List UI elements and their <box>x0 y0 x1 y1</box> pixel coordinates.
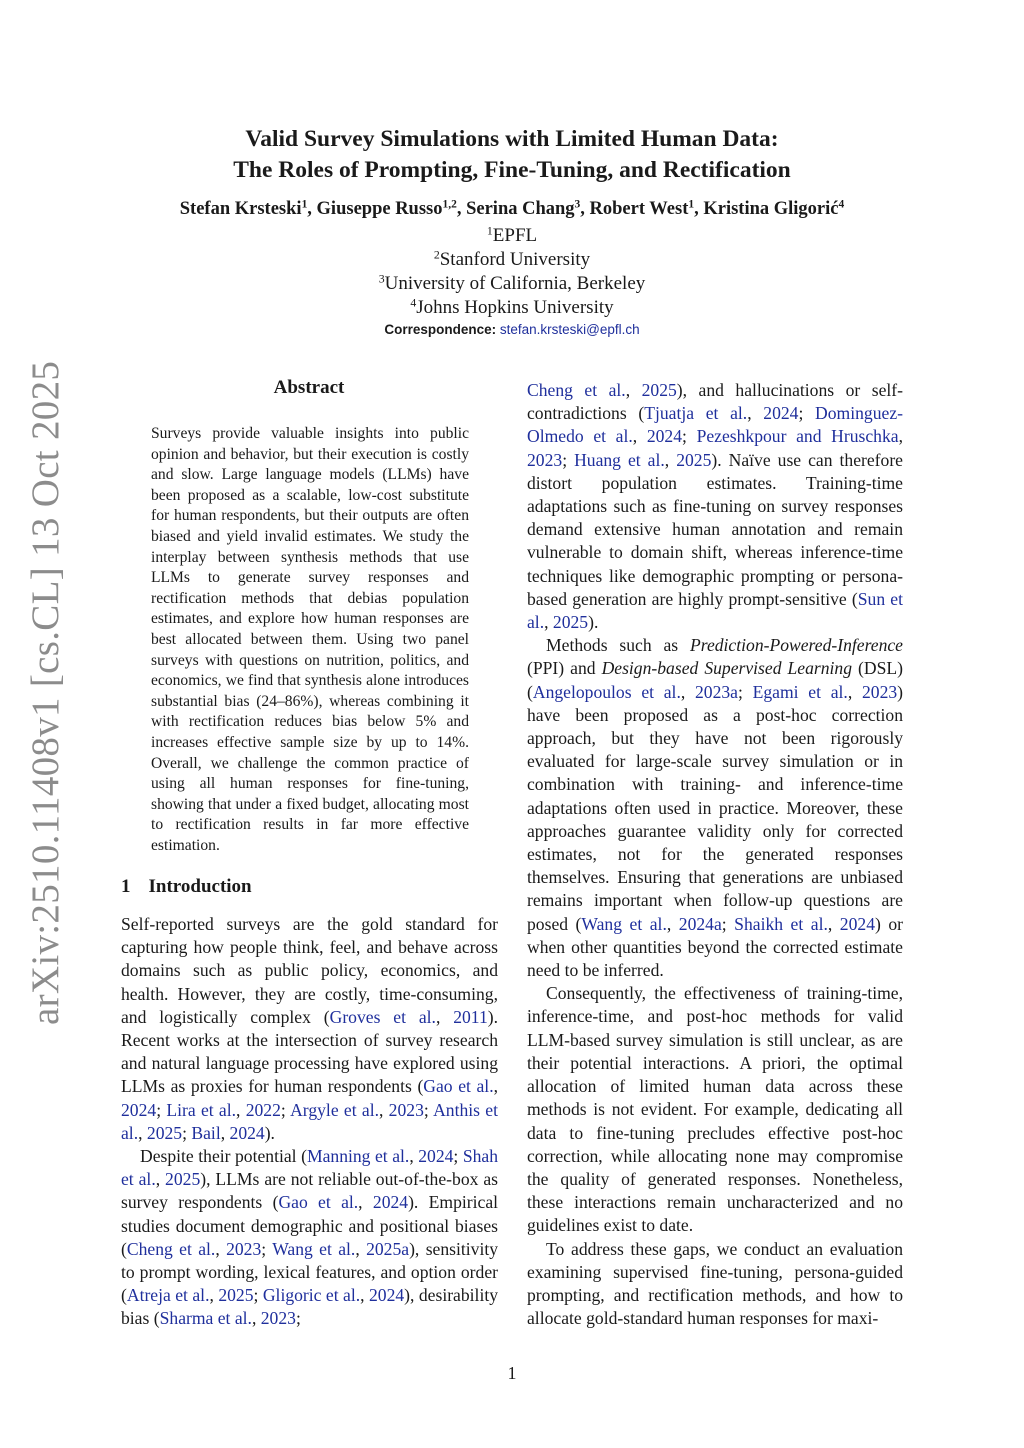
section-number: 1 <box>121 876 131 897</box>
right-column-body <box>527 379 903 1330</box>
citation-link[interactable]: 2025 <box>165 1169 201 1190</box>
citation-link[interactable]: 2022 <box>245 1099 281 1120</box>
citation-link[interactable]: Angelopoulos et al. <box>532 681 681 702</box>
citation-link[interactable]: Manning et al. <box>306 1146 410 1167</box>
emphasized-term: Design-based Supervised Learning <box>601 658 853 679</box>
citation-link[interactable]: 2011 <box>453 1006 488 1027</box>
affiliation <box>0 248 1024 272</box>
citation-link[interactable]: 2025 <box>146 1122 183 1143</box>
citation-link[interactable]: 2025 <box>641 380 677 400</box>
author-affiliation-mark: 1 <box>688 198 695 211</box>
author <box>180 199 308 219</box>
citation-link[interactable]: Dominguez-Olmedo et al. <box>527 403 903 447</box>
citation-link[interactable]: 2024 <box>368 1285 405 1306</box>
author <box>590 199 695 219</box>
affiliation-name: University of California, Berkeley <box>384 273 646 294</box>
title-line-1: Valid Survey Simulations with Limited Human Data: <box>245 126 779 152</box>
affiliation-name: Stanford University <box>439 249 591 270</box>
affiliation-mark: 4 <box>410 296 417 310</box>
page-number: 1 <box>507 1363 517 1383</box>
citation-link[interactable]: Huang et al. <box>574 449 665 470</box>
body-paragraph: Cheng et al., 2025), and hallucinations or self-contradictions (Tjuatja et al., 2024; Dominguez-Olmedo et al., 2024; Pezeshkpour and Hruschka, 2023; Huang et al., 2025). Naïve use can therefore distort population estimates. Training-time adaptations such as fine-tuning on survey responses demand extensive human annotation and remain vulnerable to domain shift, whereas inference-time techniques like demographic prompting or persona-based generation are highly prompt-sensitive (Sun et al., 2025). <box>527 380 903 633</box>
citation-link[interactable]: 2025 <box>676 449 712 470</box>
affiliation-mark: 3 <box>378 272 385 286</box>
citation-link[interactable]: Wang et al. <box>581 913 667 934</box>
citation-link[interactable]: 2024 <box>646 426 683 447</box>
affiliation-name: Johns Hopkins University <box>416 297 614 318</box>
body-paragraph: Methods such as Prediction-Powered-Inference (PPI) and Design-based Supervised Learning (DSL) (Angelopoulos et al., 2023a; Egami et al., 2023) have been proposed as a post-hoc correction approach, but they have not been rigorously evaluated for large-scale survey simulation or in combination with training- and inference-time adaptations often used in practice. Moreover, these approaches guarantee validity only for corrected estimates, not for the generated responses themselves. Ensuring that generations are unbiased remains important when follow-up questions are posed (Wang et al., 2024a; Shaikh et al., 2024) or when other quantities beyond the corrected estimate need to be inferred. <box>527 635 904 981</box>
citation-link[interactable]: 2023 <box>527 449 563 470</box>
citation-link[interactable]: Shaikh et al. <box>734 913 828 934</box>
citation-link[interactable]: 2024 <box>763 403 799 424</box>
citation-link[interactable]: Cheng et al. <box>126 1238 216 1259</box>
citation-link[interactable]: 2024 <box>418 1146 454 1167</box>
affiliation-list <box>0 224 1024 320</box>
author-name: Serina Chang <box>466 199 575 219</box>
citation-link[interactable]: Pezeshkpour and Hruschka <box>696 426 899 447</box>
body-paragraph: Consequently, the effectiveness of training-time, inference-time, and post-hoc methods for valid LLM-based survey simulation is still unclear, as are their potential interactions. A priori, the optimal allocation of limited human data across these methods is not evident. For example, dedicating all data to fine-tuning precludes effective post-hoc correction, while allocating none may compromise the quality of generated responses. Nonetheless, these interactions remain uncharacterized and no guidelines exist to date. <box>527 983 903 1236</box>
author-affiliation-mark: 4 <box>838 198 845 211</box>
citation-link[interactable]: Egami et al. <box>752 681 848 702</box>
author-name: Robert West <box>589 199 689 219</box>
citation-link[interactable]: 2023 <box>388 1099 424 1120</box>
abstract-heading: Abstract <box>273 377 345 398</box>
correspondence-email-link[interactable]: stefan.krsteski@epfl.ch <box>499 322 640 337</box>
author-name: Stefan Krsteski <box>179 199 302 219</box>
citation-link[interactable]: 2025 <box>218 1285 254 1306</box>
emphasized-term: Prediction-Powered-Inference <box>690 635 903 656</box>
author-list: Stefan Krsteski$^1$, Giuseppe Russo$^{1,2}$, Serina Chang$^3$, Robert West$^1$, Kristina Gligorić$^4$ <box>179 198 845 219</box>
citation-link[interactable]: 2023 <box>226 1238 262 1259</box>
author-affiliation-mark: 3 <box>574 198 581 211</box>
citation-link[interactable]: 2023 <box>260 1308 296 1329</box>
citation-link[interactable]: 2025a <box>366 1238 410 1259</box>
affiliation <box>0 224 1024 248</box>
citation-link[interactable]: 2024 <box>839 913 875 934</box>
author-name: Kristina Gligorić <box>703 199 839 219</box>
section-title: Introduction <box>148 876 252 897</box>
citation-link[interactable]: Sharma et al. <box>159 1308 252 1329</box>
citation-link[interactable]: 2023a <box>694 681 738 702</box>
left-column-body <box>121 913 498 1331</box>
citation-link[interactable]: 2025 <box>552 612 589 633</box>
citation-link[interactable]: Anthis et al. <box>121 1099 498 1143</box>
paper-title <box>0 124 1024 186</box>
author <box>466 199 580 219</box>
author-name: Giuseppe Russo <box>316 199 443 219</box>
correspondence-label: Correspondence: <box>384 322 497 337</box>
citation-link[interactable]: Wang et al. <box>272 1238 356 1259</box>
citation-link[interactable]: Argyle et al. <box>290 1099 379 1120</box>
body-paragraph: Self-reported surveys are the gold standard for capturing how people think, feel, and behave across domains such as public policy, economics, and health. However, they are costly, time-consuming, and logistically complex (Groves et al., 2011). Recent works at the intersection of survey research and natural language processing have explored using LLMs as proxies for human respondents (Gao et al., 2024; Lira et al., 2022; Argyle et al., 2023; Anthis et al., 2025; Bail, 2024). <box>121 914 499 1143</box>
affiliation-mark: 1 <box>486 224 493 238</box>
body-paragraph: To address these gaps, we conduct an evaluation examining supervised fine-tuning, persona-guided prompting, and rectification methods, and how to allocate gold-standard human responses for maxi- <box>527 1238 903 1329</box>
citation-link[interactable]: Groves et al. <box>329 1006 436 1027</box>
citation-link[interactable]: Sun et al. <box>527 588 903 633</box>
citation-link[interactable]: Cheng et al. <box>527 380 626 400</box>
citation-link[interactable]: Gligoric et al. <box>262 1285 361 1306</box>
arxiv-identifier: arXiv:2510.11408v1 [cs.CL] 13 Oct 2025 <box>24 360 67 1025</box>
correspondence <box>0 322 1024 337</box>
affiliation-mark: 2 <box>433 248 440 262</box>
abstract-text: Surveys provide valuable insights into public opinion and behavior, but their execution is costly and slow. Large language models (LLMs) have been proposed as a scalable, low-cost substitute for human respondents, but their outputs are often biased and yield invalid estimates. We study the interplay between synthesis methods that use LLMs to generate survey responses and rectification methods that debias population estimates, and explore how human responses are best allocated between them. Using two panel surveys with questions on nutrition, politics, and economics, we find that synthesis alone introduces substantial bias (24–86%), whereas combining it with rectification reduces bias below 5% and increases effective sample size by up to 14%. Overall, we challenge the common practice of using all human responses for fine-tuning, showing that under a fixed budget, allocating most to rectification results in far more effective estimation. <box>151 425 469 854</box>
body-paragraph: Despite their potential (Manning et al., 2024; Shah et al., 2025), LLMs are not reliable out-of-the-box as survey respondents (Gao et al., 2024). Empirical studies document demographic and positional biases (Cheng et al., 2023; Wang et al., 2025a), sensitivity to prompt wording, lexical features, and option order (Atreja et al., 2025; Gligoric et al., 2024), desirability bias (Sharma et al., 2023; <box>121 1146 499 1329</box>
author <box>703 199 844 219</box>
affiliation <box>0 272 1024 296</box>
citation-link[interactable]: 2023 <box>861 681 898 702</box>
citation-link[interactable]: 2024 <box>121 1099 157 1120</box>
section-heading-introduction <box>121 876 252 898</box>
citation-link[interactable]: 2024 <box>372 1192 409 1213</box>
citation-link[interactable]: Lira et al. <box>166 1099 237 1120</box>
citation-link[interactable]: Atreja et al. <box>126 1285 210 1306</box>
affiliation <box>0 296 1024 320</box>
citation-link[interactable]: Gao et al. <box>278 1192 359 1213</box>
citation-link[interactable]: Bail <box>191 1122 221 1143</box>
author-affiliation-mark: 1,2 <box>442 198 457 211</box>
citation-link[interactable]: Tjuatja et al. <box>644 403 748 424</box>
author-affiliation-mark: 1 <box>301 198 308 211</box>
affiliation-name: EPFL <box>492 225 538 246</box>
citation-link[interactable]: Shah et al. <box>121 1146 499 1190</box>
title-line-2: The Roles of Prompting, Fine-Tuning, and Rectification <box>233 157 791 183</box>
author <box>317 199 457 219</box>
citation-link[interactable]: 2024 <box>229 1122 265 1143</box>
citation-link[interactable]: Gao et al. <box>423 1076 494 1097</box>
citation-link[interactable]: 2024a <box>678 913 722 934</box>
